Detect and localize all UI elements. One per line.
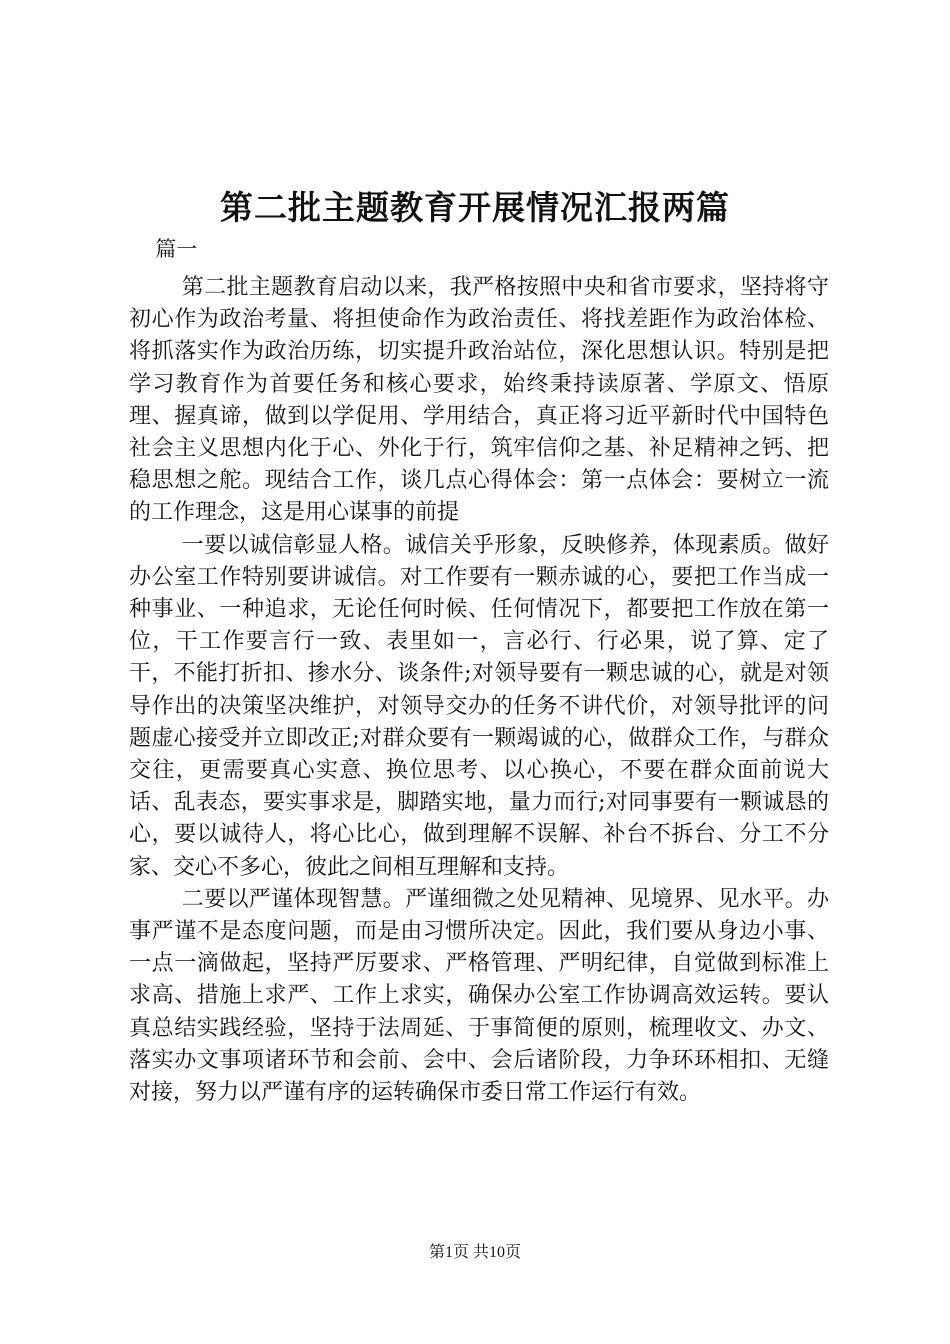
- paragraph-intro: 第二批主题教育启动以来，我严格按照中央和省市要求，坚持将守初心作为政治考量、将担使命作为政治责任、将找差距作为政治体检、将抓落实作为政治历练，切实提升政治站位，深化思想认识。特别是把学习教育作为首要任务和核心要求，始终秉持读原著、学原文、悟原理、握真谛，做到以学促用、学用结合，真正将习近平新时代中国特色社会主义思想内化于心、外化于行，筑牢信仰之基、补足精神之钙、把稳思想之舵。现结合工作，谈几点心得体会：第一点体会：要树立一流的工作理念，这是用心谋事的前提: [129, 275, 829, 526]
- document-title: 第二批主题教育开展情况汇报两篇: [220, 188, 730, 227]
- paragraph-integrity: 一要以诚信彰显人格。诚信关乎形象，反映修养，体现素质。做好办公室工作特别要讲诚信。对工作要有一颗赤诚的心，要把工作当成一种事业、一种追求，无论任何时候、任何情况下，都要把工作放在第一位，干工作要言行一致、表里如一，言必行、行必果，说了算、定了干，不能打折扣、掺水分、谈条件;对领导要有一颗忠诚的心，就是对领导作出的决策坚决维护，对领导交办的任务不讲代价，对领导批评的问题虚心接受并立即改正;对群众要有一颗竭诚的心，做群众工作，与群众交往，更需要真心实意、换位思考、以心换心，不要在群众面前说大话、乱表态，要实事求是，脚踏实地，量力而行;对同事要有一颗诚恳的心，要以诚待人，将心比心，做到理解不误解、补台不拆台、分工不分家、交心不多心，彼此之间相互理解和支持。: [129, 532, 829, 880]
- page-number-footer: 第1页 共10页: [428, 1244, 521, 1261]
- paragraph-rigor: 二要以严谨体现智慧。严谨细微之处见精神、见境界、见水平。办事严谨不是态度问题，而是由习惯所决定。因此，我们要从身边小事、一点一滴做起，坚持严厉要求、严格管理、严明纪律，自觉做到标准上求高、措施上求严、工作上求实，确保办公室工作协调高效运转。要认真总结实践经验，坚持于法周延、于事简便的原则，梳理收文、办文、落实办文事项诸环节和会前、会中、会后诸阶段，力争环环相扣、无缝对接，努力以严谨有序的运转确保市委日常工作运行有效。: [129, 886, 829, 1106]
- document-body: [129, 237, 829, 1109]
- section-label: 篇一: [155, 237, 198, 261]
